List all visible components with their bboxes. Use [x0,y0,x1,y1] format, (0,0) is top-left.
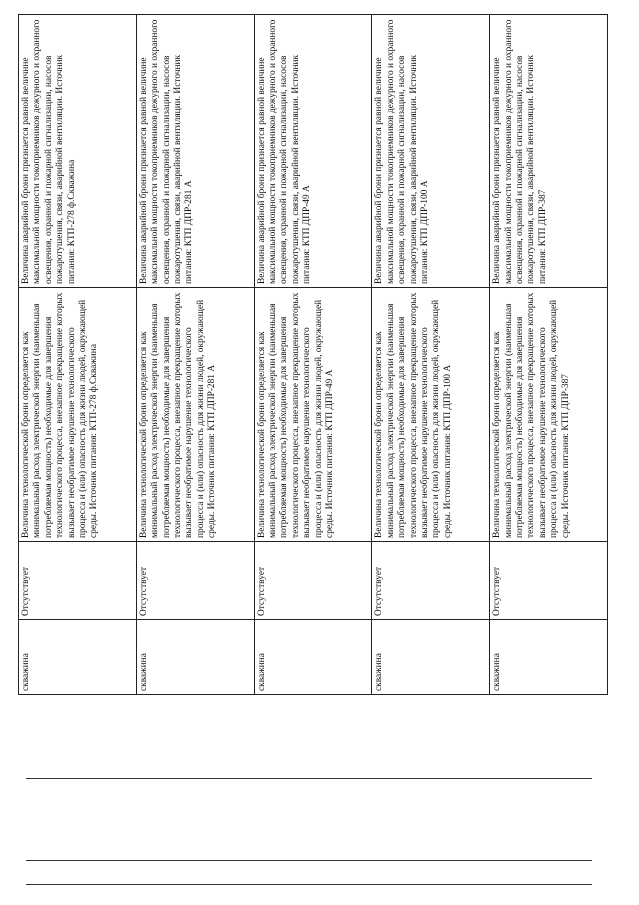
emergency-reserve-cell: Величина аварийной брони признается равной величине максимальной мощности токоприемников дежурного и охранного освещения, охранной и пожарной сигнализации, насосов пожаротушения, связи, аварийной вентиляции. Источник питания: КТП ДПР-387 [490,15,608,288]
emergency-reserve-cell: Величина аварийной брони признается равной величине максимальной мощности токоприемников дежурного и охранного освещения, охранной и пожарной сигнализации, насосов пожаротушения, связи, аварийной вентиляции. Источник питания: КТП-278 ф.Скважина [19,15,137,288]
tech-reserve-cell: Величина технологической брони определяется как минимальный расход электрической энергии (наименьшая потребляемая мощность) необходимые для завершения технологического процесса, внезапное прекращение которых вызывает необратимое нарушение технологического процесса и (или) опасность для жизни людей, окружающей среды. Источник питания: КТП ДПР-49 А [254,288,372,542]
absent-cell: Отсутствует [254,542,372,620]
rotated-table-container [18,15,608,695]
absent-cell: Отсутствует [19,542,137,620]
table-row [490,15,608,695]
absent-cell: Отсутствует [490,542,608,620]
footer-rule-1 [26,778,592,779]
object-cell: скважина [490,620,608,695]
emergency-reserve-cell: Величина аварийной брони признается равной величине максимальной мощности токоприемников дежурного и охранного освещения, охранной и пожарной сигнализации, насосов пожаротушения, связи, аварийной вентиляции. Источник питания: КТП ДПР-100 А [372,15,490,288]
object-cell: скважина [19,620,137,695]
footer-rule-2 [26,860,592,861]
footer-rule-3 [26,884,592,885]
absent-cell: Отсутствует [136,542,254,620]
tech-reserve-cell: Величина технологической брони определяется как минимальный расход электрической энергии (наименьшая потребляемая мощность) необходимые для завершения технологического процесса, внезапное прекращение которых вызывает необратимое нарушение технологического процесса и (или) опасность для жизни людей, окружающей среды. Источник питания: КТП-278 ф.Скважина [19,288,137,542]
reserve-table [18,14,608,695]
absent-cell: Отсутствует [372,542,490,620]
emergency-reserve-cell: Величина аварийной брони признается равной величине максимальной мощности токоприемников дежурного и охранного освещения, охранной и пожарной сигнализации, насосов пожаротушения, связи, аварийной вентиляции. Источник питания: КТП ДПР-281 А [136,15,254,288]
table-row [372,15,490,695]
table-row [136,15,254,695]
object-cell: скважина [372,620,490,695]
object-cell: скважина [136,620,254,695]
tech-reserve-cell: Величина технологической брони определяется как минимальный расход электрической энергии (наименьшая потребляемая мощность) необходимые для завершения технологического процесса, внезапное прекращение которых вызывает необратимое нарушение технологического процесса и (или) опасность для жизни людей, окружающей среды. Источник питания: КТП ДПР-281 А [136,288,254,542]
tech-reserve-cell: Величина технологической брони определяется как минимальный расход электрической энергии (наименьшая потребляемая мощность) необходимые для завершения технологического процесса, внезапное прекращение которых вызывает необратимое нарушение технологического процесса и (или) опасность для жизни людей, окружающей среды. Источник питания: КТП ДПР-387 [490,288,608,542]
emergency-reserve-cell: Величина аварийной брони признается равной величине максимальной мощности токоприемников дежурного и охранного освещения, охранной и пожарной сигнализации, насосов пожаротушения, связи, аварийной вентиляции. Источник питания: КТП ДПР-49 А [254,15,372,288]
table-row [19,15,137,695]
object-cell: скважина [254,620,372,695]
tech-reserve-cell: Величина технологической брони определяется как минимальный расход электрической энергии (наименьшая потребляемая мощность) необходимые для завершения технологического процесса, внезапное прекращение которых вызывает необратимое нарушение технологического процесса и (или) опасность для жизни людей, окружающей среды. Источник питания: КТП ДПР-100 А [372,288,490,542]
table-row [254,15,372,695]
